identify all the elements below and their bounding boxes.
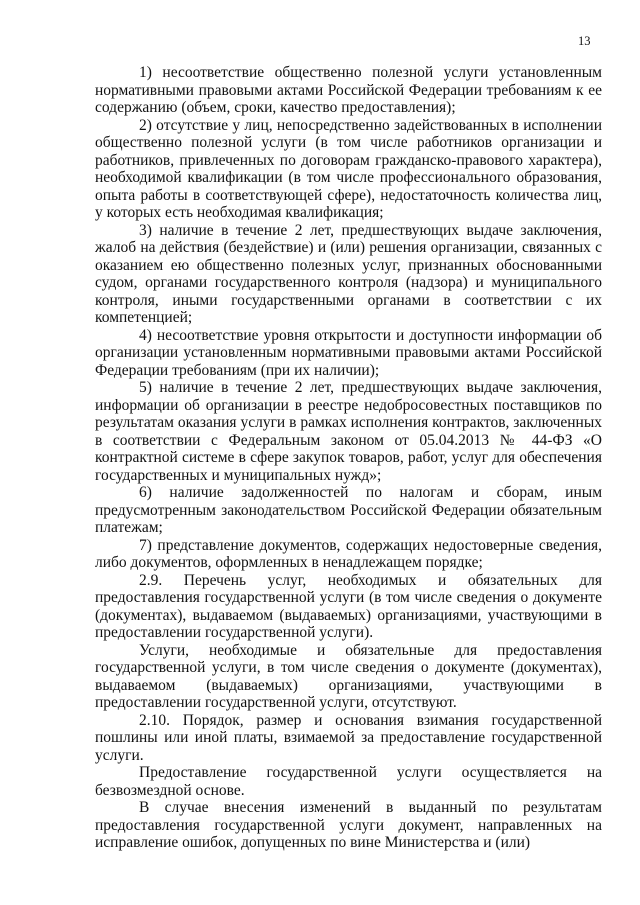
- paragraph-item-2: 2) отсутствие у лиц, непосредственно задействованных в исполнении общественно полезной услуги (в том числе работников организации и работников, привлеченных по договорам гражданско-правового характера), необходимой квалификации (в том числе профессионального образования, опыта работы в соответствующей сфере), недостаточность количества лиц, у которых есть необходимая квалификация;: [95, 116, 602, 221]
- section-2-9-text: Услуги, необходимые и обязательные для предоставления государственной услуги, в том числе сведения о документе (документах), выдаваемом (выдаваемых) организациями, участвующими в предоставлении государственной услуги, отсутствуют.: [95, 641, 602, 711]
- document-body: [95, 64, 602, 852]
- paragraph-item-4: 4) несоответствие уровня открытости и доступности информации об организации установленным нормативными правовыми актами Российской Федерации требованиям (при их наличии);: [95, 326, 602, 379]
- paragraph-item-1: 1) несоответствие общественно полезной услуги установленным нормативными правовыми актами Российской Федерации требованиям к ее содержанию (объем, сроки, качество предоставления);: [95, 64, 602, 116]
- paragraph-item-3: 3) наличие в течение 2 лет, предшествующих выдаче заключения, жалоб на действия (бездействие) и (или) решения организации, связанных с оказанием ею общественно полезных услуг, признанных обоснованными судом, органами государственного контроля (надзора) и муниципального контроля, иными государственными органами в соответствии с их компетенцией;: [95, 221, 602, 326]
- page-number: 13: [578, 34, 591, 48]
- section-2-10-heading: 2.10. Порядок, размер и основания взимания государственной пошлины или иной платы, взимаемой за предоставление государственной услуги.: [95, 711, 602, 764]
- section-2-9-heading: 2.9. Перечень услуг, необходимых и обязательных для предоставления государственной услуги (в том числе сведения о документе (документах), выдаваемом (выдаваемых) организациями, участвующими в предоставлении государственной услуги).: [95, 571, 602, 641]
- paragraph-item-7: 7) представление документов, содержащих недостоверные сведения, либо документов, оформленных в ненадлежащем порядке;: [95, 536, 602, 571]
- paragraph-item-6: 6) наличие задолженностей по налогам и сборам, иным предусмотренным законодательством Российской Федерации обязательным платежам;: [95, 484, 602, 536]
- section-2-10-text: Предоставление государственной услуги осуществляется на безвозмездной основе.: [95, 764, 602, 799]
- section-2-10-continuation: В случае внесения изменений в выданный по результатам предоставления государственной услуги документ, направленных на исправление ошибок, допущенных по вине Министерства и (или): [95, 799, 602, 851]
- paragraph-item-5: 5) наличие в течение 2 лет, предшествующих выдаче заключения, информации об организации в реестре недобросовестных поставщиков по результатам оказания услуги в рамках исполнения контрактов, заключенных в соответствии с Федеральным законом от 05.04.2013 № 44-ФЗ «О контрактной системе в сфере закупок товаров, работ, услуг для обеспечения государственных и муниципальных нужд»;: [95, 379, 602, 484]
